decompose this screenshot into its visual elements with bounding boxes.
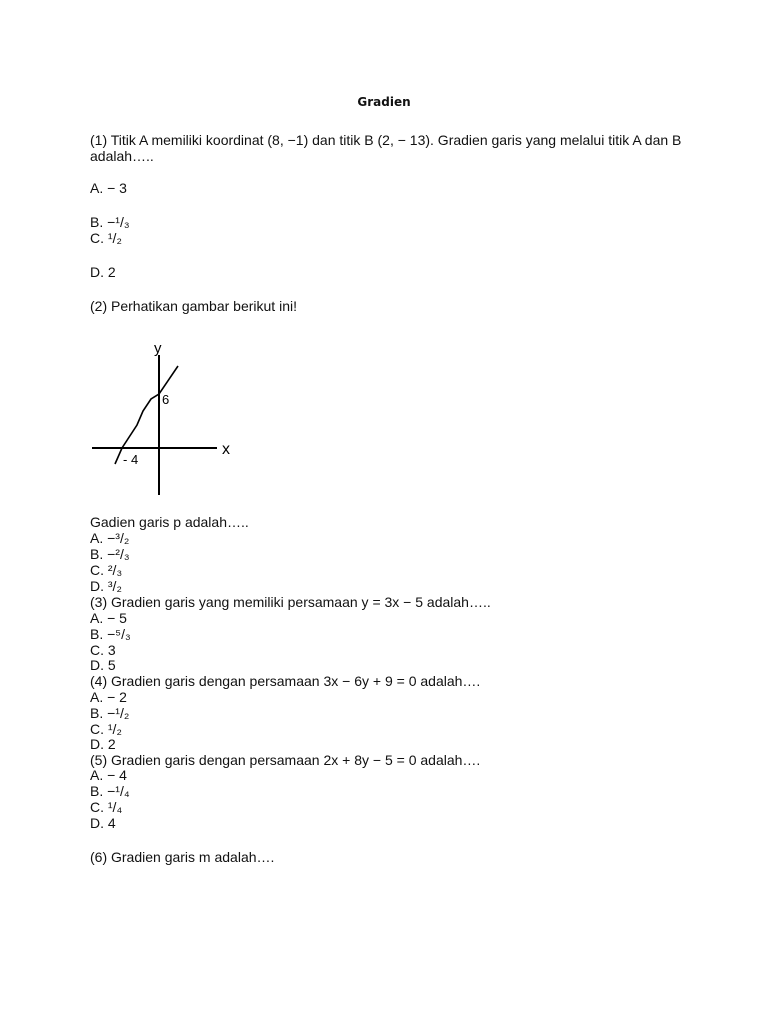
question-5-option-d: D. 4 [90,815,116,831]
question-4-option-d: D. 2 [90,736,116,752]
question-2-option-b: B. −²/₃ [90,546,130,562]
question-1-option-c: C. ¹/₂ [90,230,122,246]
question-4-option-b: B. −¹/₂ [90,705,130,721]
coordinate-graph [85,335,245,500]
question-3-option-a: A. − 5 [90,610,127,626]
question-5-option-a: A. − 4 [90,767,127,783]
question-3-option-c: C. 3 [90,642,116,658]
line-graph-figure [85,335,245,500]
question-5-text: (5) Gradien garis dengan persamaan 2x + 8y − 5 = 0 adalah…. [90,752,481,768]
y-axis-label: y [154,340,162,357]
question-2-option-c: C. ²/₃ [90,562,123,578]
x-intercept-label: - 4 [123,452,139,467]
question-4-option-c: C. ¹/₂ [90,721,122,737]
question-3-option-d: D. 5 [90,657,116,673]
question-4-text: (4) Gradien garis dengan persamaan 3x − 6y + 9 = 0 adalah…. [90,673,481,689]
question-6-text: (6) Gradien garis m adalah…. [90,849,275,865]
question-1-option-a: A. − 3 [90,180,127,196]
line-p [115,366,178,464]
question-1-text: (1) Titik A memiliki koordinat (8, −1) dan titik B (2, − 13). Gradien garis yang melalui titik A dan B [90,132,682,148]
question-2-option-a: A. −³/₂ [90,530,130,546]
question-2-prompt: Gadien garis p adalah….. [90,514,249,530]
question-1-option-b: B. −¹/₃ [90,214,130,230]
question-1-text-cont: adalah….. [90,148,154,164]
question-3-text: (3) Gradien garis yang memiliki persamaan y = 3x − 5 adalah….. [90,594,491,610]
question-1-option-d: D. 2 [90,264,116,280]
page-title: Gradien [357,95,411,109]
x-axis-label: x [222,441,230,458]
question-3-option-b: B. −⁵/₃ [90,626,131,642]
question-2-text: (2) Perhatikan gambar berikut ini! [90,298,297,314]
question-4-option-a: A. − 2 [90,689,127,705]
question-5-option-c: C. ¹/₄ [90,799,123,815]
y-intercept-label: 6 [162,392,170,407]
question-5-option-b: B. −¹/₄ [90,783,130,799]
question-2-option-d: D. ³/₂ [90,578,122,594]
